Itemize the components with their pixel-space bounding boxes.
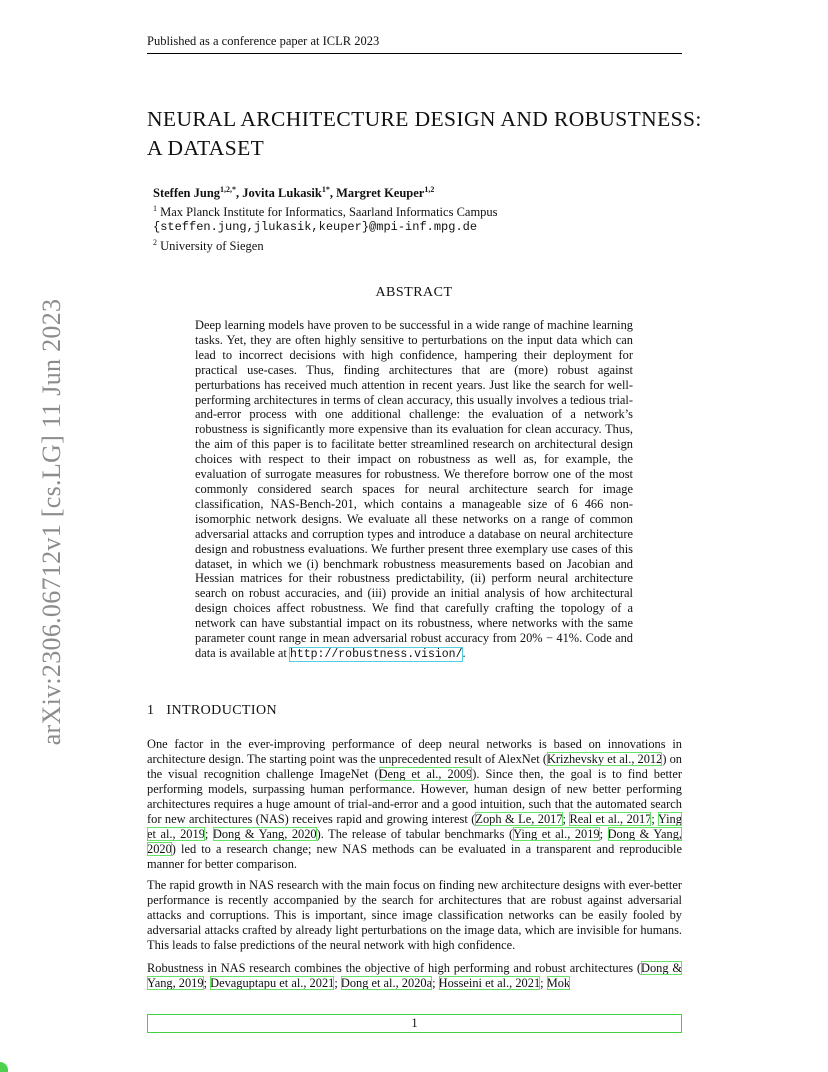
text: ; bbox=[540, 976, 547, 990]
author-3-affil: 1,2 bbox=[424, 185, 435, 194]
arxiv-identifier: arXiv:2306.06712v1 [cs.LG] 11 Jun 2023 bbox=[37, 298, 66, 746]
author-names bbox=[153, 182, 673, 201]
code-link[interactable]: http://robustness.vision/ bbox=[289, 647, 463, 661]
section-heading-introduction bbox=[147, 703, 277, 719]
intro-paragraph-3 bbox=[147, 961, 682, 991]
author-1-affil: 1,2,* bbox=[220, 185, 237, 194]
author-separator: , bbox=[236, 186, 243, 201]
abstract-end: . bbox=[462, 645, 466, 660]
text: ; bbox=[203, 976, 211, 990]
citation-link[interactable]: Mok bbox=[546, 976, 571, 990]
title-line-2: A DATASET bbox=[147, 136, 265, 160]
paper-title bbox=[147, 105, 707, 163]
citation-link[interactable]: Dong & Yang, 2020 bbox=[147, 827, 683, 856]
affiliation-2-text: University of Siegen bbox=[157, 239, 264, 254]
page-number-box[interactable] bbox=[147, 1014, 682, 1033]
citation-link[interactable]: Hosseini et al., 2021 bbox=[438, 976, 541, 990]
citation-link[interactable]: Ying et al., 2019 bbox=[147, 812, 682, 841]
text: ; bbox=[334, 976, 341, 990]
citation-link[interactable]: Zoph & Le, 2017 bbox=[475, 812, 563, 826]
author-1: Steffen Jung bbox=[153, 186, 221, 201]
abstract-heading: ABSTRACT bbox=[375, 285, 453, 300]
text: ). The release of tabular benchmarks ( bbox=[316, 827, 514, 841]
author-separator: , bbox=[329, 186, 337, 201]
text: ; bbox=[432, 976, 439, 990]
abstract-text: Deep learning models have proven to be successful in a wide range of machine learning tasks. Yet, they are often highly sensitive to perturbations on the input data which can lead to incorrect decisions with high confidence, hampering their deployment for practical use-cases. Thus, finding architectures that are (more) robust against perturbations has received much attention in recent years. Just like the search for well-performing architectures in terms of clean accuracy, this usually involves a tedious trial-and-error process with one additional challenge: the evaluation of a network’s robustness is significantly more expensive than its evaluation for clean accuracy. Thus, the aim of this paper is to facilitate better streamlined research on architectural design choices with respect to their impact on robustness as well as, for example, the evaluation of surrogate measures for robustness. We therefore borrow one of the most commonly considered search spaces for neural architecture search for image classification, NAS-Bench-201, which contains a manageable size of 6 466 non-isomorphic network designs. We evaluate all these networks on a range of common adversarial attacks and corruption types and introduce a database on neural architecture design and robustness evaluations. We further present three exemplary use cases of this dataset, in which we (i) benchmark robustness measurements based on Jacobian and Hessian matrices for their robustness predictability, (ii) perform neural architecture search on robust accuracies, and (iii) provide an initial analysis of how architectural design choices affect robustness. We find that carefully crafting the topology of a network can have substantial impact on its robustness, where networks with the same parameter count range in mean adversarial robust accuracy from 20% − 41%. Code and data is available at bbox=[195, 318, 633, 660]
abstract-body bbox=[195, 318, 633, 663]
citation-link[interactable]: Deng et al., 2009 bbox=[378, 767, 473, 781]
affiliation-1 bbox=[153, 201, 673, 220]
citation-link[interactable]: Ying et al., 2019 bbox=[513, 827, 600, 841]
citation-link[interactable]: Dong & Yang, 2020 bbox=[212, 827, 317, 841]
affiliation-2 bbox=[153, 235, 673, 254]
text: One factor in the ever-improving performance of deep neural networks is based on innovations in architecture design. The starting point was the unprecedented result of AlexNet ( bbox=[147, 737, 682, 766]
intro-paragraph-1 bbox=[147, 737, 682, 872]
text: ; bbox=[204, 827, 213, 841]
affiliation-2-marker: 2 bbox=[153, 238, 157, 248]
author-block bbox=[153, 182, 673, 254]
text: Robustness in NAS research combines the objective of high performing and robust architectures ( bbox=[147, 961, 642, 975]
author-2: Jovita Lukasik bbox=[242, 186, 322, 201]
running-header: Published as a conference paper at ICLR 2023 bbox=[147, 34, 682, 54]
text: ; bbox=[599, 827, 608, 841]
citation-link[interactable]: Devaguptapu et al., 2021 bbox=[210, 976, 335, 990]
citation-link[interactable]: Dong et al., 2020a bbox=[340, 976, 433, 990]
text: ) on the visual recognition challenge ImageNet ( bbox=[147, 752, 682, 781]
text: ) led to a research change; new NAS methods can be evaluated in a transparent and reproducible manner for better comparison. bbox=[147, 842, 682, 871]
author-emails: {steffen.jung,jlukasik,keuper}@mpi-inf.mpg.de bbox=[153, 220, 478, 235]
intro-paragraph-2: The rapid growth in NAS research with the main focus on finding new architecture designs with ever-better performance is recently accompanied by the search for architectures that are robust against adversarial attacks and corruptions. This is important, since image classification networks can be easily fooled by adversarial attacks crafted by already light perturbations on the image data, which are invisible for humans. This leads to false predictions of the neural network with high confidence. bbox=[147, 878, 682, 952]
author-2-affil: 1* bbox=[321, 185, 330, 194]
page-number: 1 bbox=[411, 1016, 418, 1030]
text: ). Since then, the goal is to find better performing models, surpassing human performance. However, human design of new better performing architectures requires a huge amount of trial-and-error and a good intuition, such that the automated search for new architectures (NAS) receives rapid and growing interest ( bbox=[147, 767, 682, 826]
section-number: 1 bbox=[147, 703, 155, 718]
citation-link[interactable]: Real et al., 2017 bbox=[569, 812, 652, 826]
citation-link[interactable]: Krizhevsky et al., 2012 bbox=[546, 752, 663, 766]
section-title: INTRODUCTION bbox=[166, 703, 277, 718]
affiliation-1-marker: 1 bbox=[153, 204, 157, 214]
text: ; bbox=[562, 812, 570, 826]
author-3: Margret Keuper bbox=[336, 186, 425, 201]
title-line-1: NEURAL ARCHITECTURE DESIGN AND ROBUSTNESS: bbox=[147, 107, 702, 131]
text: ; bbox=[651, 812, 658, 826]
citation-link[interactable]: Dong & Yang, 2019 bbox=[147, 961, 682, 990]
corner-marker bbox=[0, 1062, 8, 1072]
affiliation-1-text: Max Planck Institute for Informatics, Saarland Informatics Campus bbox=[157, 205, 498, 220]
